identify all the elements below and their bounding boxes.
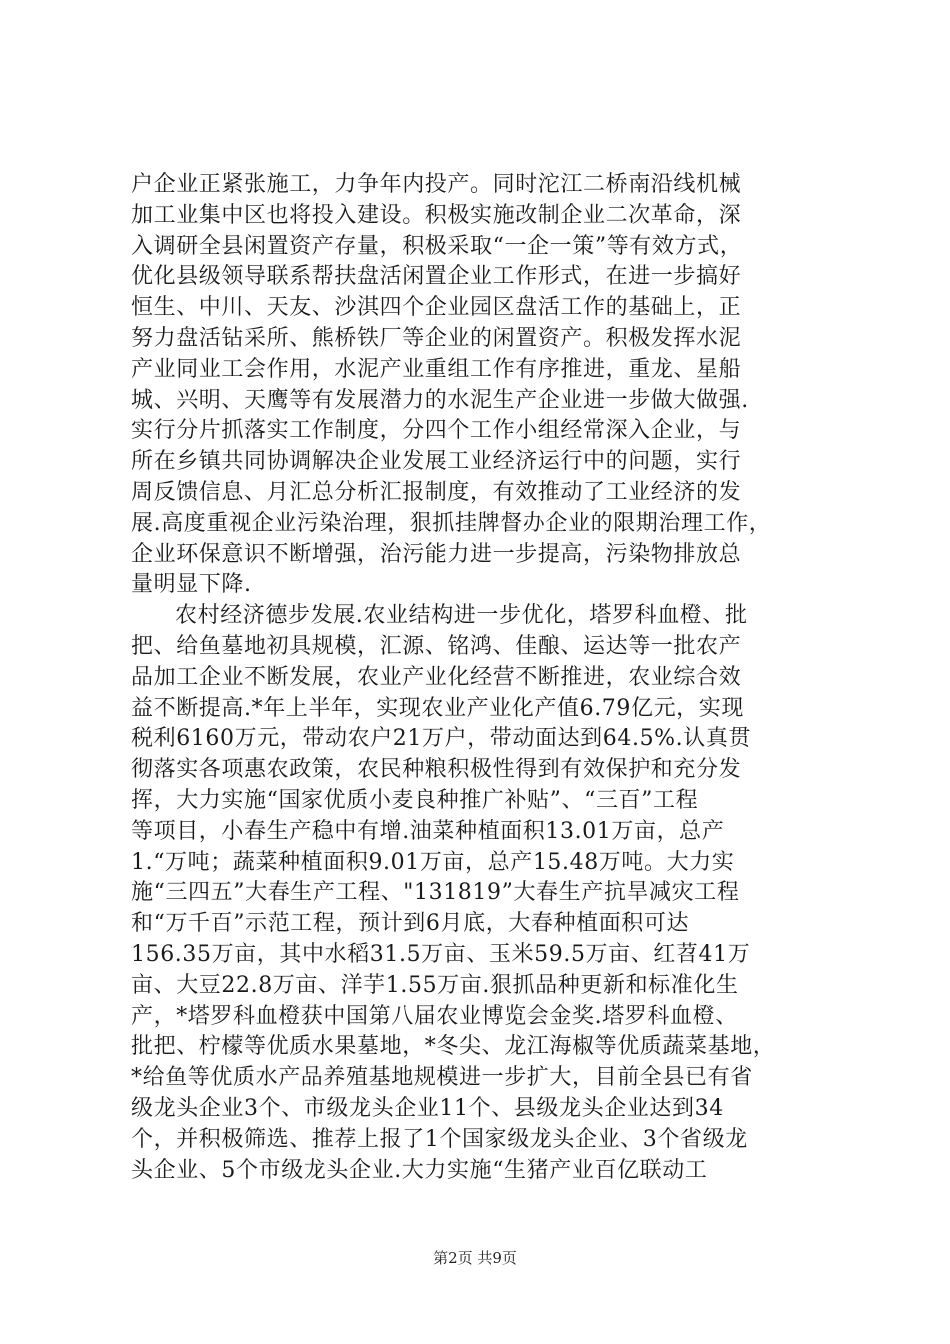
text-line: 挥，大力实施“国家优质小麦良种推广补贴”、“三百”工程: [131, 787, 699, 813]
text-line: 产业同业工会作用，水泥产业重组工作有序推进，重龙、星船: [131, 356, 742, 382]
text-line: 优化县级领导联系帮扶盘活闲置企业工作形式，在进一步搞好: [131, 264, 742, 290]
text-line: 品加工企业不断发展，农业产业化经营不断推进，农业综合效: [131, 664, 742, 690]
page-number-footer: 第2页 共9页: [433, 1249, 517, 1267]
text-line: 所在乡镇共同协调解决企业发展工业经济运行中的问题，实行: [131, 449, 742, 475]
text-line: 156.35万亩，其中水稻31.5万亩、玉米59.5万亩、红苕41万: [131, 941, 751, 967]
text-line: 户企业正紧张施工，力争年内投产。同时沱江二桥南沿线机械: [131, 172, 742, 197]
text-line: 把、给鱼墓地初具规模，汇源、铭鸿、佳酿、运达等一批农产: [131, 633, 742, 659]
text-line: 益不断提高.*年上半年，实现农业产业化产值6.79亿元，实现: [131, 695, 744, 721]
text-line: 彻落实各项惠农政策，农民种粮积极性得到有效保护和充分发: [131, 757, 742, 783]
text-line: 农村经济德步发展.农业结构进一步优化，塔罗科血橙、批: [175, 603, 748, 629]
text-line: 个，并积极筛选、推荐上报了1个国家级龙头企业、3个省级龙: [131, 1126, 748, 1152]
text-line: 恒生、中川、天友、沙淇四个企业园区盘活工作的基础上，正: [131, 295, 742, 321]
text-line: 周反馈信息、月汇总分析汇报制度，有效推动了工业经济的发: [131, 479, 742, 505]
text-line: 施“三四五”大春生产工程、"131819”大春生产抗旱减灾工程: [131, 880, 740, 906]
text-line: 级龙头企业3个、市级龙头企业11个、县级龙头企业达到34: [131, 1095, 724, 1121]
text-line: 实行分片抓落实工作制度，分四个工作小组经常深入企业，与: [131, 418, 742, 444]
text-line: 1.“万吨；蔬菜种植面积9.01万亩，总产15.48万吨。大力实: [131, 849, 735, 875]
text-line: *给鱼等优质水产品养殖基地规模进一步扩大，目前全县已有省: [131, 1065, 753, 1091]
text-line: 批把、柠檬等优质水果墓地，*冬尖、龙江海椒等优质蔬菜基地，: [131, 1034, 776, 1060]
text-line: 头企业、5个市级龙头企业.大力实施“生猪产业百亿联动工: [131, 1157, 708, 1183]
text-line: 等项目，小春生产稳中有增.油菜种植面积13.01万亩，总产: [131, 818, 725, 844]
text-line: 亩、大豆22.8万亩、洋芋1.55万亩.狠抓品种更新和标准化生: [131, 972, 739, 998]
text-line: 企业环保意识不断增强，治污能力进一步提高，污染物排放总: [131, 541, 742, 567]
text-line: 产，*塔罗科血橙获中国第八届农业博览会金奖.塔罗科血橙、: [131, 1003, 738, 1029]
text-line: 税利6160万元，带动农户21万户，带动面达到64.5%.认真贯: [131, 726, 752, 752]
text-line: 城、兴明、天鹰等有发展潜力的水泥生产企业进一步做大做强.: [131, 387, 749, 413]
text-line: 入调研全县闲置资产存量，积极采取“一企一策”等有效方式，: [131, 233, 743, 259]
text-line: 展.高度重视企业污染治理，狠抓挂牌督办企业的限期治理工作，: [131, 510, 772, 536]
text-line: 和“万千百”示范工程，预计到6月底，大春种植面积可达: [131, 911, 690, 937]
text-line: 量明显下降.: [131, 572, 252, 598]
text-line: 加工业集中区也将投入建设。积极实施改制企业二次革命，深: [131, 202, 742, 228]
document-body: [131, 170, 831, 1186]
text-line: 努力盘活钻采所、熊桥铁厂等企业的闲置资产。积极发挥水泥: [131, 325, 742, 351]
